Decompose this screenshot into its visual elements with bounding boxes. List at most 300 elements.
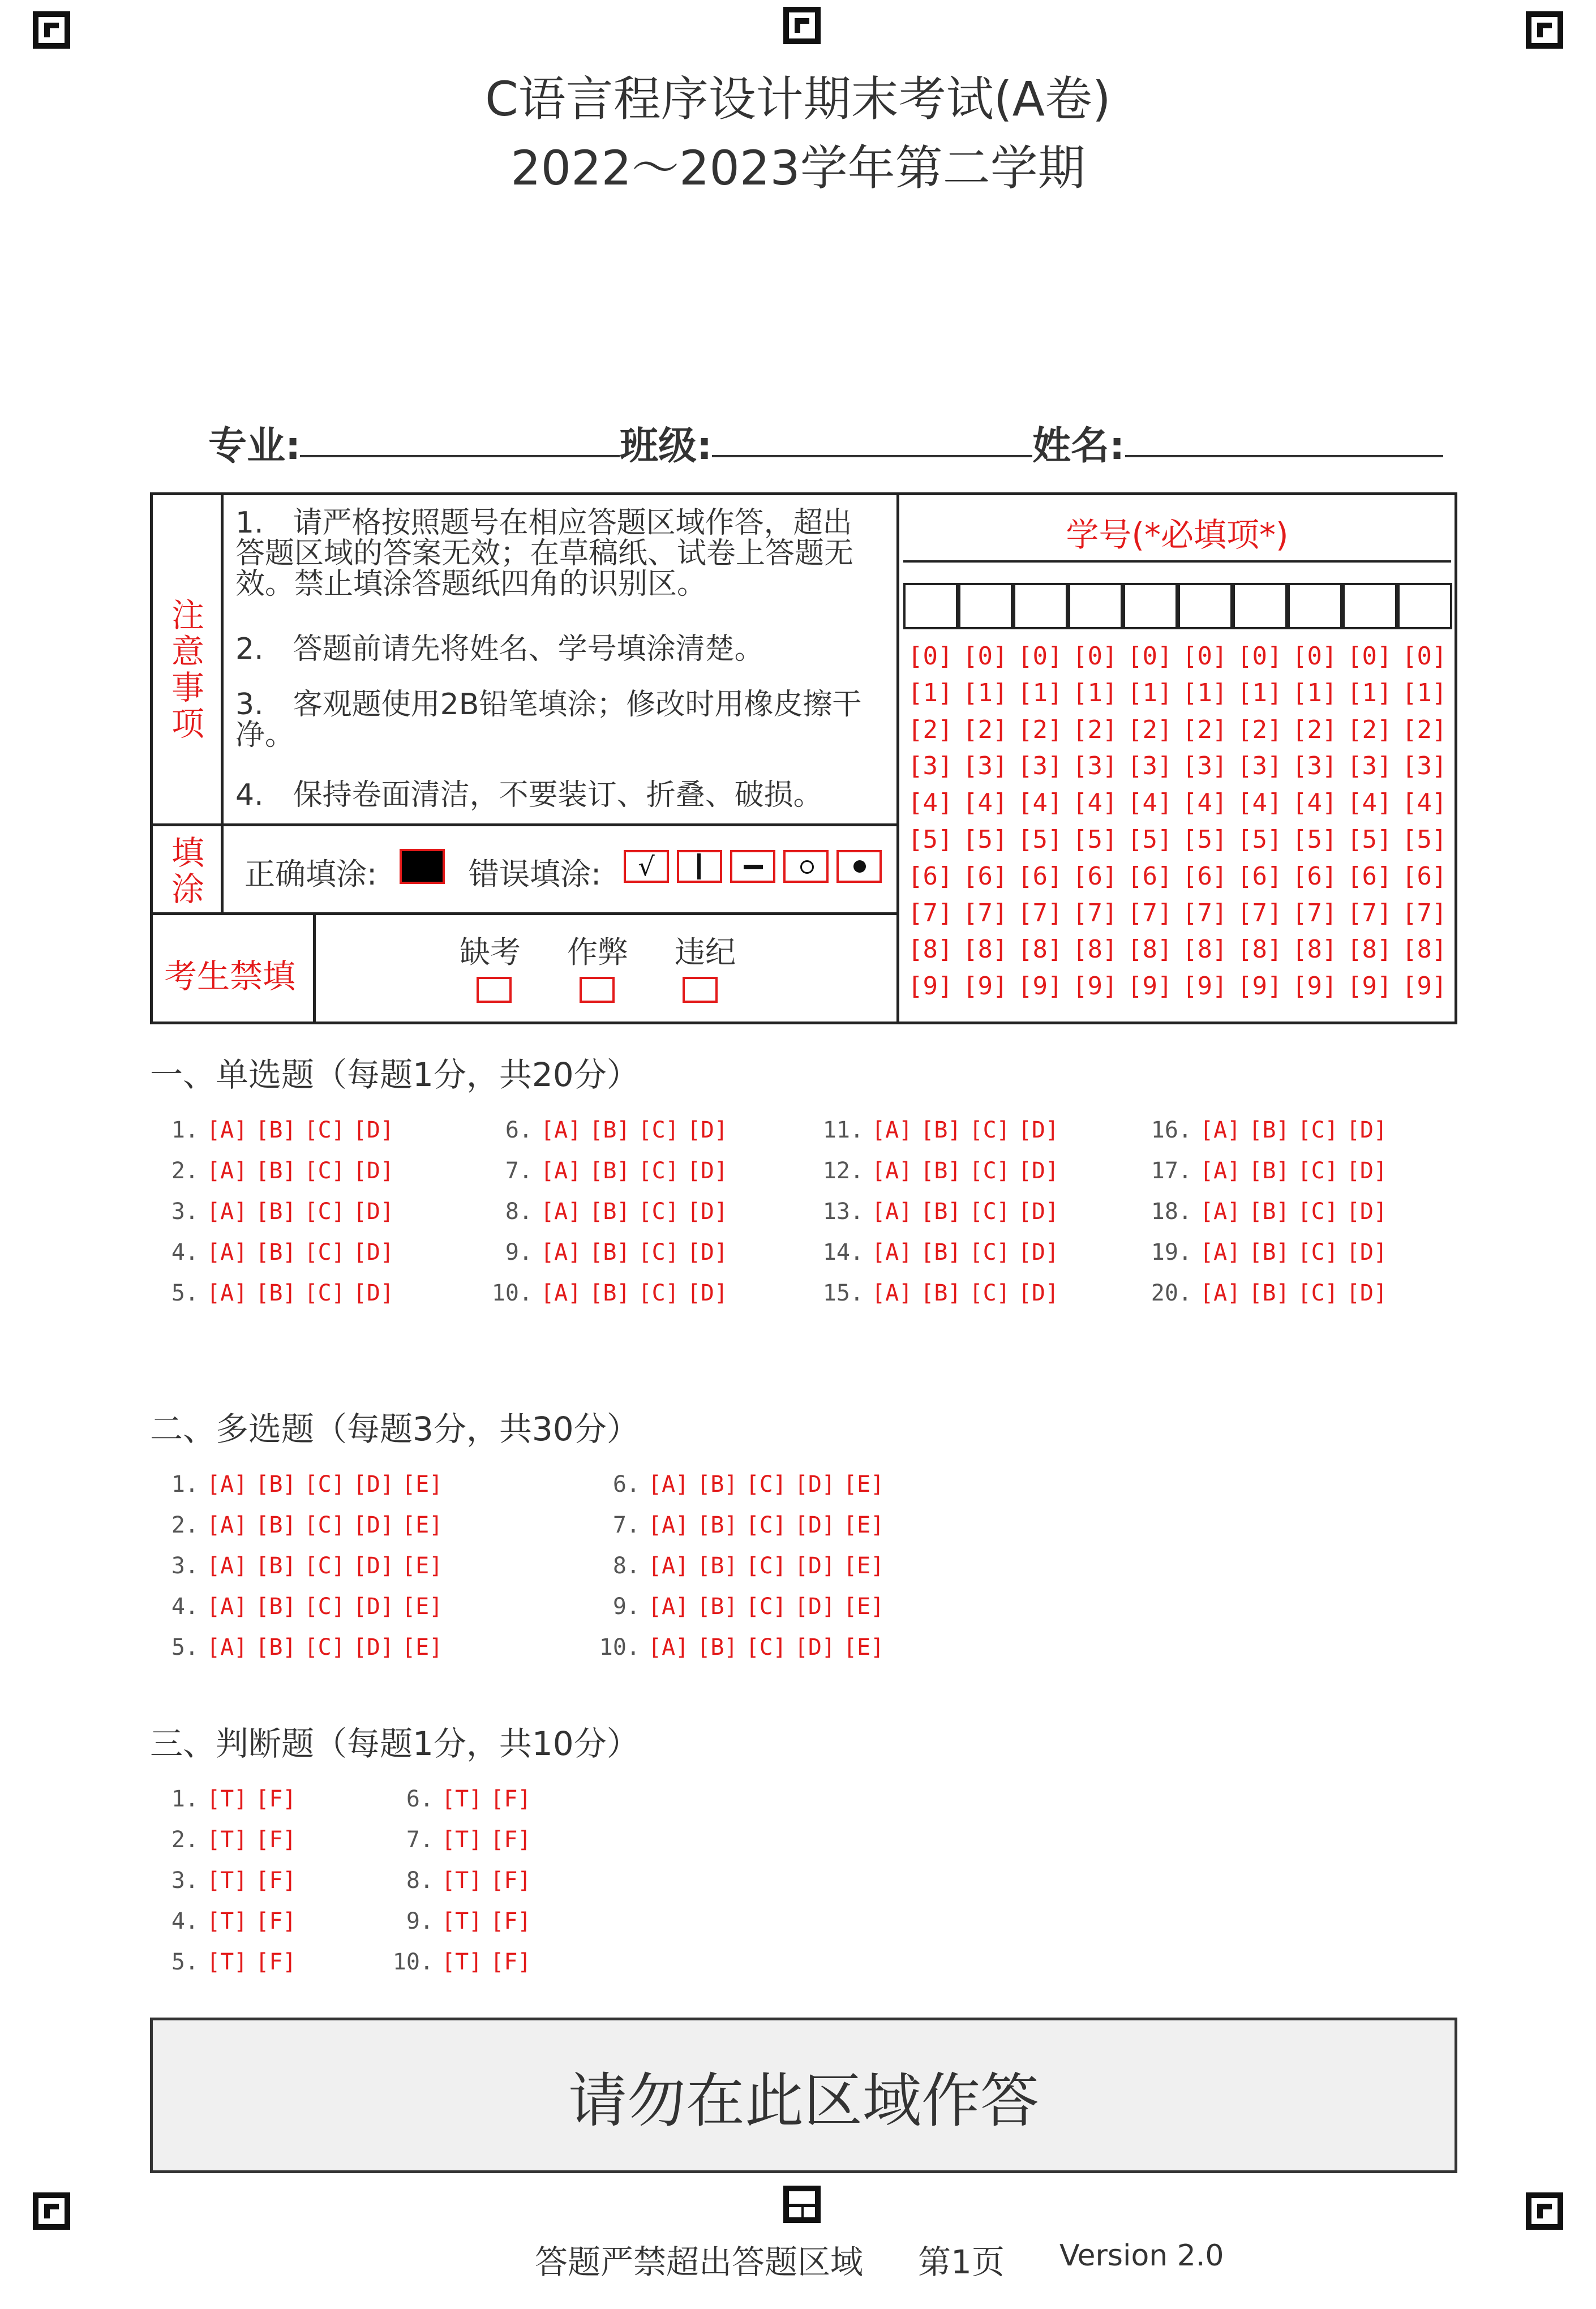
option-bubble[interactable]: [T]	[441, 1908, 483, 1934]
student-id-bubble[interactable]: [1]	[1237, 678, 1282, 707]
student-id-bubble[interactable]: [3]	[1402, 752, 1447, 781]
option-bubble[interactable]: [D]	[353, 1553, 394, 1579]
option-bubble[interactable]: [B]	[697, 1471, 738, 1497]
question-number: 7.	[612, 1512, 640, 1538]
option-bubble[interactable]: [C]	[304, 1594, 345, 1620]
option-bubble[interactable]: [A]	[207, 1117, 248, 1143]
option-bubble[interactable]: [A]	[540, 1280, 582, 1306]
exam-term: 2022～2023学年第二学期	[510, 140, 1086, 196]
option-bubble[interactable]: [C]	[304, 1199, 345, 1225]
option-bubble[interactable]: [E]	[402, 1634, 443, 1660]
option-bubble[interactable]: [D]	[794, 1594, 835, 1620]
option-bubble[interactable]: [D]	[687, 1280, 728, 1306]
section-single-title: 一、单选题（每题1分，共20分）	[150, 1055, 640, 1094]
option-bubble[interactable]: [C]	[1297, 1158, 1338, 1184]
option-bubble[interactable]: [B]	[920, 1158, 962, 1184]
student-id-bubble[interactable]: [5]	[1292, 825, 1337, 854]
student-id-bubble[interactable]: [2]	[963, 715, 1008, 744]
option-bubble[interactable]: [A]	[1200, 1280, 1241, 1306]
option-bubble[interactable]: [F]	[490, 1827, 531, 1853]
option-bubble[interactable]: [D]	[353, 1471, 394, 1497]
option-bubble[interactable]: [D]	[1018, 1239, 1059, 1265]
major-field[interactable]	[300, 455, 620, 457]
option-bubble[interactable]: [E]	[402, 1471, 443, 1497]
option-bubble[interactable]: [B]	[697, 1553, 738, 1579]
student-id-bubble[interactable]: [5]	[1018, 825, 1063, 854]
cheating-label: 作弊	[567, 934, 628, 970]
option-bubble[interactable]: [A]	[207, 1158, 248, 1184]
corner-marker-top-right	[1526, 11, 1563, 49]
student-id-bubble[interactable]: [8]	[1347, 935, 1392, 964]
option-bubble[interactable]: [B]	[255, 1239, 297, 1265]
option-bubble[interactable]: [T]	[207, 1827, 248, 1853]
student-id-bubble[interactable]: [6]	[1182, 861, 1228, 891]
student-id-cell-7[interactable]	[1233, 583, 1288, 629]
option-bubble[interactable]: [A]	[207, 1553, 248, 1579]
cheating-box[interactable]	[580, 977, 615, 1003]
option-bubble[interactable]: [B]	[697, 1634, 738, 1660]
single-question-19	[1138, 1239, 1387, 1265]
option-bubble[interactable]: [F]	[255, 1786, 297, 1812]
option-bubble[interactable]: [B]	[920, 1280, 962, 1306]
option-bubble[interactable]: [E]	[843, 1634, 885, 1660]
option-bubble[interactable]: [A]	[540, 1199, 582, 1225]
option-bubble[interactable]: [C]	[638, 1280, 679, 1306]
option-bubble[interactable]: [E]	[402, 1553, 443, 1579]
option-bubble[interactable]: [B]	[920, 1239, 962, 1265]
option-bubble[interactable]: [A]	[1200, 1199, 1241, 1225]
student-id-bubble[interactable]: [2]	[1127, 715, 1173, 744]
option-bubble[interactable]: [A]	[540, 1239, 582, 1265]
option-bubble[interactable]: [D]	[353, 1158, 394, 1184]
option-bubble[interactable]: [T]	[441, 1827, 483, 1853]
question-number: 7.	[406, 1827, 434, 1853]
student-id-bubble[interactable]: [1]	[1402, 678, 1447, 707]
option-bubble[interactable]: [C]	[745, 1471, 787, 1497]
single-question-7	[478, 1158, 728, 1184]
option-bubble[interactable]: [A]	[1200, 1117, 1241, 1143]
option-bubble[interactable]: [B]	[1249, 1239, 1290, 1265]
student-id-bubble[interactable]: [8]	[1182, 935, 1228, 964]
option-bubble[interactable]: [B]	[255, 1471, 297, 1497]
student-id-bubble[interactable]: [8]	[1402, 935, 1447, 964]
student-id-bubble[interactable]: [9]	[1292, 972, 1337, 1001]
option-bubble[interactable]: [E]	[402, 1594, 443, 1620]
student-id-bubble[interactable]: [2]	[1018, 715, 1063, 744]
option-bubble[interactable]: [T]	[207, 1786, 248, 1812]
student-id-bubble[interactable]: [3]	[1182, 752, 1228, 781]
student-id-bubble[interactable]: [1]	[963, 678, 1008, 707]
option-bubble[interactable]: [C]	[1297, 1117, 1338, 1143]
option-bubble[interactable]: [B]	[1249, 1158, 1290, 1184]
student-id-cell-4[interactable]	[1068, 583, 1123, 629]
student-id-cell-1[interactable]	[903, 583, 958, 629]
student-id-bubble[interactable]: [9]	[963, 972, 1008, 1001]
option-bubble[interactable]: [F]	[490, 1868, 531, 1894]
student-id-bubble[interactable]: [4]	[1347, 788, 1392, 818]
student-id-bubble[interactable]: [8]	[908, 935, 953, 964]
student-id-bubble[interactable]: [7]	[1237, 898, 1282, 928]
option-bubble[interactable]: [A]	[648, 1512, 689, 1538]
option-bubble[interactable]: [D]	[353, 1634, 394, 1660]
question-number: 14.	[822, 1239, 864, 1265]
judge-question-9	[379, 1908, 531, 1934]
option-bubble[interactable]: [A]	[1200, 1158, 1241, 1184]
option-bubble[interactable]: [A]	[648, 1594, 689, 1620]
student-id-bubble[interactable]: [2]	[1292, 715, 1337, 744]
option-bubble[interactable]: [B]	[697, 1594, 738, 1620]
footer-version: Version 2.0	[1059, 2239, 1224, 2273]
student-id-bubble[interactable]: [6]	[908, 861, 953, 891]
student-id-bubble[interactable]: [7]	[1292, 898, 1337, 928]
option-bubble[interactable]: [F]	[255, 1868, 297, 1894]
option-bubble[interactable]: [E]	[843, 1512, 885, 1538]
student-id-bubble[interactable]: [8]	[1292, 935, 1337, 964]
student-id-cell-9[interactable]	[1342, 583, 1397, 629]
student-id-bubble[interactable]: [0]	[963, 642, 1008, 671]
question-number: 9.	[505, 1239, 533, 1265]
student-id-bubble[interactable]: [1]	[1127, 678, 1173, 707]
option-bubble[interactable]: [A]	[207, 1512, 248, 1538]
student-id-cell-10[interactable]	[1397, 583, 1452, 629]
option-bubble[interactable]: [C]	[745, 1553, 787, 1579]
option-bubble[interactable]: [D]	[1018, 1280, 1059, 1306]
student-id-bubble[interactable]: [0]	[1127, 642, 1173, 671]
student-id-cell-2[interactable]	[958, 583, 1013, 629]
judge-question-2	[144, 1827, 297, 1853]
option-bubble[interactable]: [F]	[490, 1949, 531, 1975]
multiple-question-8	[586, 1553, 884, 1579]
option-bubble[interactable]: [D]	[687, 1199, 728, 1225]
single-question-17	[1138, 1158, 1387, 1184]
option-bubble[interactable]: [B]	[255, 1117, 297, 1143]
exam-title: C语言程序设计期末考试(A卷)	[485, 71, 1111, 127]
student-id-bubble[interactable]: [3]	[1237, 752, 1282, 781]
student-id-bubble[interactable]: [4]	[1182, 788, 1228, 818]
student-id-bubble[interactable]: [5]	[1072, 825, 1118, 854]
student-id-bubble[interactable]: [0]	[1347, 642, 1392, 671]
option-bubble[interactable]: [B]	[255, 1512, 297, 1538]
option-bubble[interactable]: [D]	[1346, 1199, 1387, 1225]
student-id-bubble[interactable]: [0]	[908, 642, 953, 671]
corner-marker-top-left	[33, 11, 70, 49]
option-bubble[interactable]: [A]	[207, 1634, 248, 1660]
student-id-bubble[interactable]: [6]	[1237, 861, 1282, 891]
question-number: 6.	[612, 1471, 640, 1497]
option-bubble[interactable]: [D]	[794, 1512, 835, 1538]
student-id-bubble[interactable]: [5]	[1237, 825, 1282, 854]
question-number: 17.	[1151, 1158, 1192, 1184]
student-id-bubble[interactable]: [4]	[1292, 788, 1337, 818]
student-id-cell-6[interactable]	[1178, 583, 1233, 629]
student-id-bubble[interactable]: [1]	[908, 678, 953, 707]
question-number: 8.	[612, 1553, 640, 1579]
question-number: 1.	[171, 1117, 199, 1143]
section-judge-title: 三、判断题（每题1分，共10分）	[150, 1724, 640, 1763]
option-bubble[interactable]: [C]	[638, 1158, 679, 1184]
option-bubble[interactable]: [F]	[490, 1786, 531, 1812]
student-id-bubble[interactable]: [8]	[1237, 935, 1282, 964]
option-bubble[interactable]: [B]	[697, 1512, 738, 1538]
student-id-bubble[interactable]: [7]	[1347, 898, 1392, 928]
student-id-bubble[interactable]: [3]	[1018, 752, 1063, 781]
student-id-bubble[interactable]: [3]	[963, 752, 1008, 781]
option-bubble[interactable]: [A]	[207, 1594, 248, 1620]
option-bubble[interactable]: [D]	[794, 1471, 835, 1497]
option-bubble[interactable]: [C]	[969, 1199, 1010, 1225]
student-id-bubble[interactable]: [5]	[1402, 825, 1447, 854]
option-bubble[interactable]: [C]	[304, 1280, 345, 1306]
student-id-bubble[interactable]: [8]	[1072, 935, 1118, 964]
option-bubble[interactable]: [D]	[353, 1199, 394, 1225]
student-id-bubble[interactable]: [0]	[1237, 642, 1282, 671]
option-bubble[interactable]: [B]	[589, 1280, 630, 1306]
student-id-bubble[interactable]: [9]	[908, 972, 953, 1001]
option-bubble[interactable]: [A]	[540, 1117, 582, 1143]
student-id-bubble[interactable]: [4]	[1402, 788, 1447, 818]
option-bubble[interactable]: [A]	[207, 1471, 248, 1497]
option-bubble[interactable]: [T]	[441, 1786, 483, 1812]
single-question-12	[809, 1158, 1059, 1184]
option-bubble[interactable]: [E]	[843, 1594, 885, 1620]
option-bubble[interactable]: [D]	[794, 1553, 835, 1579]
student-id-bubble[interactable]: [0]	[1182, 642, 1228, 671]
option-bubble[interactable]: [A]	[872, 1199, 913, 1225]
student-id-bubble[interactable]: [9]	[1127, 972, 1173, 1001]
student-id-bubble[interactable]: [9]	[1347, 972, 1392, 1001]
student-id-bubble[interactable]: [2]	[1347, 715, 1392, 744]
student-id-bubble[interactable]: [8]	[1127, 935, 1173, 964]
student-id-bubble[interactable]: [7]	[1182, 898, 1228, 928]
option-bubble[interactable]: [C]	[745, 1594, 787, 1620]
student-id-bubble[interactable]: [6]	[1072, 861, 1118, 891]
student-id-bubble[interactable]: [9]	[1402, 972, 1447, 1001]
option-bubble[interactable]: [B]	[1249, 1280, 1290, 1306]
option-bubble[interactable]: [T]	[207, 1949, 248, 1975]
question-number: 13.	[822, 1199, 864, 1225]
option-bubble[interactable]: [C]	[304, 1239, 345, 1265]
student-id-bubble[interactable]: [6]	[1402, 861, 1447, 891]
multiple-question-9	[586, 1594, 884, 1620]
student-id-bubble[interactable]: [2]	[908, 715, 953, 744]
option-bubble[interactable]: [B]	[920, 1199, 962, 1225]
option-bubble[interactable]: [F]	[490, 1908, 531, 1934]
option-bubble[interactable]: [A]	[872, 1280, 913, 1306]
question-number: 6.	[505, 1117, 533, 1143]
student-id-bubble[interactable]: [6]	[1018, 861, 1063, 891]
option-bubble[interactable]: [C]	[969, 1117, 1010, 1143]
option-bubble[interactable]: [B]	[1249, 1199, 1290, 1225]
student-id-bubble[interactable]: [1]	[1182, 678, 1228, 707]
student-id-bubble[interactable]: [2]	[1237, 715, 1282, 744]
option-bubble[interactable]: [C]	[745, 1634, 787, 1660]
student-id-bubble[interactable]: [5]	[1127, 825, 1173, 854]
option-bubble[interactable]: [C]	[304, 1512, 345, 1538]
student-id-bubble[interactable]: [9]	[1182, 972, 1228, 1001]
option-bubble[interactable]: [A]	[207, 1280, 248, 1306]
student-id-bubble[interactable]: [0]	[1018, 642, 1063, 671]
option-bubble[interactable]: [C]	[304, 1117, 345, 1143]
option-bubble[interactable]: [C]	[969, 1158, 1010, 1184]
option-bubble[interactable]: [D]	[687, 1117, 728, 1143]
option-bubble[interactable]: [C]	[304, 1553, 345, 1579]
name-field[interactable]	[1125, 455, 1443, 457]
option-bubble[interactable]: [C]	[304, 1471, 345, 1497]
student-id-bubble[interactable]: [6]	[1347, 861, 1392, 891]
student-id-bubble[interactable]: [7]	[1402, 898, 1447, 928]
option-bubble[interactable]: [D]	[353, 1594, 394, 1620]
option-bubble[interactable]: [A]	[872, 1117, 913, 1143]
option-bubble[interactable]: [T]	[207, 1868, 248, 1894]
option-bubble[interactable]: [B]	[589, 1158, 630, 1184]
option-bubble[interactable]: [A]	[872, 1239, 913, 1265]
wrong-fill-label: 错误填涂:	[469, 856, 602, 892]
question-number: 4.	[171, 1239, 199, 1265]
student-id-bubble[interactable]: [4]	[963, 788, 1008, 818]
option-bubble[interactable]: [A]	[1200, 1239, 1241, 1265]
option-bubble[interactable]: [B]	[589, 1117, 630, 1143]
student-id-bubble[interactable]: [9]	[1072, 972, 1118, 1001]
student-id-bubble[interactable]: [3]	[1072, 752, 1118, 781]
student-id-bubble[interactable]: [3]	[1127, 752, 1173, 781]
student-id-bubble[interactable]: [8]	[1018, 935, 1063, 964]
student-id-cell-3[interactable]	[1013, 583, 1068, 629]
option-bubble[interactable]: [C]	[1297, 1280, 1338, 1306]
option-bubble[interactable]: [B]	[1249, 1117, 1290, 1143]
option-bubble[interactable]: [B]	[920, 1117, 962, 1143]
option-bubble[interactable]: [C]	[745, 1512, 787, 1538]
student-id-bubble[interactable]: [2]	[1402, 715, 1447, 744]
option-bubble[interactable]: [F]	[255, 1949, 297, 1975]
option-bubble[interactable]: [A]	[648, 1634, 689, 1660]
student-id-bubble[interactable]: [6]	[1127, 861, 1173, 891]
student-id-bubble[interactable]: [5]	[1182, 825, 1228, 854]
student-id-bubble[interactable]: [2]	[1182, 715, 1228, 744]
student-id-bubble[interactable]: [3]	[1347, 752, 1392, 781]
option-bubble[interactable]: [F]	[255, 1827, 297, 1853]
student-id-bubble[interactable]: [4]	[1072, 788, 1118, 818]
option-bubble[interactable]: [B]	[589, 1199, 630, 1225]
option-bubble[interactable]: [A]	[207, 1199, 248, 1225]
question-number: 1.	[171, 1786, 199, 1812]
option-bubble[interactable]: [D]	[353, 1239, 394, 1265]
student-id-bubble[interactable]: [7]	[908, 898, 953, 928]
option-bubble[interactable]: [D]	[353, 1512, 394, 1538]
option-bubble[interactable]: [B]	[255, 1553, 297, 1579]
student-id-bubble[interactable]: [4]	[1127, 788, 1173, 818]
major-label: 专业:	[208, 424, 301, 469]
violation-box[interactable]	[683, 977, 718, 1003]
student-id-bubble[interactable]: [4]	[908, 788, 953, 818]
option-bubble[interactable]: [C]	[304, 1158, 345, 1184]
option-bubble[interactable]: [B]	[255, 1634, 297, 1660]
student-id-bubble[interactable]: [3]	[1292, 752, 1337, 781]
judge-question-1	[144, 1786, 297, 1812]
student-id-bubble[interactable]: [5]	[963, 825, 1008, 854]
student-id-bubble[interactable]: [3]	[908, 752, 953, 781]
option-bubble[interactable]: [C]	[638, 1199, 679, 1225]
option-bubble[interactable]: [D]	[353, 1117, 394, 1143]
student-id-bubble[interactable]: [1]	[1347, 678, 1392, 707]
option-bubble[interactable]: [D]	[1346, 1280, 1387, 1306]
class-field[interactable]	[712, 455, 1032, 457]
option-bubble[interactable]: [T]	[441, 1949, 483, 1975]
option-bubble[interactable]: [B]	[255, 1280, 297, 1306]
option-bubble[interactable]: [D]	[1346, 1239, 1387, 1265]
option-bubble[interactable]: [C]	[1297, 1239, 1338, 1265]
option-bubble[interactable]: [E]	[402, 1512, 443, 1538]
option-bubble[interactable]: [C]	[969, 1280, 1010, 1306]
option-bubble[interactable]: [E]	[843, 1553, 885, 1579]
option-bubble[interactable]: [A]	[540, 1158, 582, 1184]
student-id-bubble[interactable]: [0]	[1292, 642, 1337, 671]
student-id-bubble[interactable]: [1]	[1072, 678, 1118, 707]
option-bubble[interactable]: [D]	[687, 1158, 728, 1184]
option-bubble[interactable]: [F]	[255, 1908, 297, 1934]
option-bubble[interactable]: [A]	[872, 1158, 913, 1184]
option-bubble[interactable]: [D]	[1018, 1158, 1059, 1184]
absent-box[interactable]	[477, 977, 512, 1003]
student-id-bubble[interactable]: [7]	[1072, 898, 1118, 928]
student-id-bubble[interactable]: [4]	[1237, 788, 1282, 818]
option-bubble[interactable]: [B]	[255, 1594, 297, 1620]
student-id-bubble[interactable]: [1]	[1292, 678, 1337, 707]
option-bubble[interactable]: [D]	[1018, 1199, 1059, 1225]
student-id-cell-8[interactable]	[1288, 583, 1342, 629]
option-bubble[interactable]: [C]	[1297, 1199, 1338, 1225]
student-id-bubble[interactable]: [0]	[1072, 642, 1118, 671]
student-id-cell-5[interactable]	[1123, 583, 1178, 629]
option-bubble[interactable]: [C]	[638, 1117, 679, 1143]
option-bubble[interactable]: [B]	[255, 1199, 297, 1225]
option-bubble[interactable]: [B]	[255, 1158, 297, 1184]
student-id-bubble[interactable]: [7]	[1018, 898, 1063, 928]
student-id-bubble[interactable]: [5]	[1347, 825, 1392, 854]
option-bubble[interactable]: [D]	[794, 1634, 835, 1660]
option-bubble[interactable]: [D]	[687, 1239, 728, 1265]
question-number: 3.	[171, 1868, 199, 1894]
corner-marker-top-center	[783, 7, 821, 44]
student-id-bubble[interactable]: [7]	[1127, 898, 1173, 928]
option-bubble[interactable]: [B]	[589, 1239, 630, 1265]
single-question-10	[478, 1280, 728, 1306]
student-id-bubble[interactable]: [6]	[1292, 861, 1337, 891]
student-id-bubble[interactable]: [8]	[963, 935, 1008, 964]
option-bubble[interactable]: [E]	[843, 1471, 885, 1497]
student-id-bubble[interactable]: [2]	[1072, 715, 1118, 744]
student-id-bubble[interactable]: [5]	[908, 825, 953, 854]
option-bubble[interactable]: [A]	[207, 1239, 248, 1265]
option-bubble[interactable]: [A]	[648, 1471, 689, 1497]
student-id-bubble[interactable]: [0]	[1402, 642, 1447, 671]
option-bubble[interactable]: [T]	[441, 1868, 483, 1894]
option-bubble[interactable]: [D]	[1346, 1117, 1387, 1143]
student-id-bubble[interactable]: [6]	[963, 861, 1008, 891]
student-id-bubble[interactable]: [4]	[1018, 788, 1063, 818]
option-bubble[interactable]: [D]	[1346, 1158, 1387, 1184]
option-bubble[interactable]: [C]	[969, 1239, 1010, 1265]
student-id-bubble[interactable]: [9]	[1018, 972, 1063, 1001]
option-bubble[interactable]: [D]	[353, 1280, 394, 1306]
option-bubble[interactable]: [C]	[304, 1634, 345, 1660]
student-id-bubble[interactable]: [7]	[963, 898, 1008, 928]
student-id-bubble[interactable]: [1]	[1018, 678, 1063, 707]
option-bubble[interactable]: [C]	[638, 1239, 679, 1265]
student-id-bubble[interactable]: [9]	[1237, 972, 1282, 1001]
option-bubble[interactable]: [T]	[207, 1908, 248, 1934]
option-bubble[interactable]: [A]	[648, 1553, 689, 1579]
option-bubble[interactable]: [D]	[1018, 1117, 1059, 1143]
